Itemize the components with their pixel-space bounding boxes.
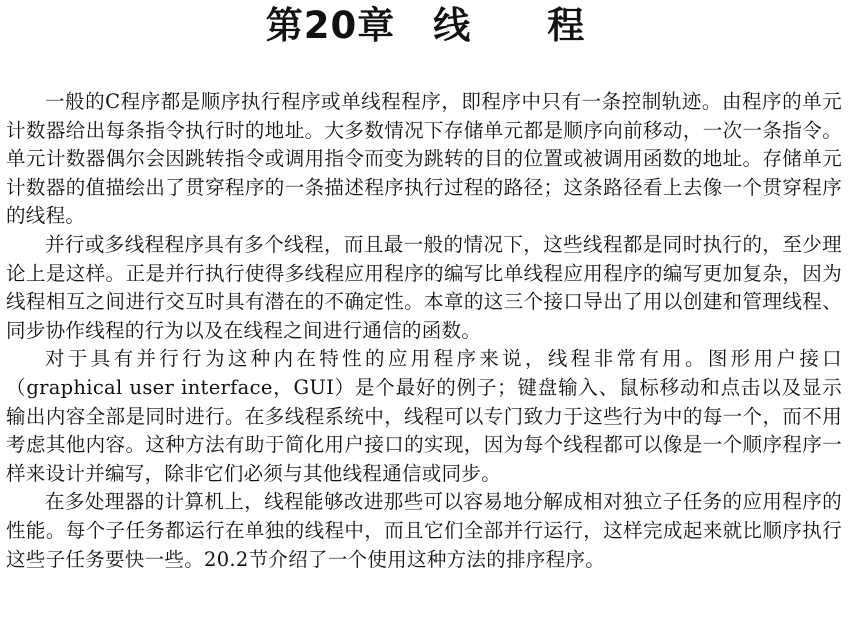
chapter-title: 第20章 线 程 — [265, 4, 586, 47]
body-text — [6, 88, 842, 574]
paragraph-4: 在多处理器的计算机上，线程能够改进那些可以容易地分解成相对独立子任务的应用程序的性能。每个子任务都运行在单独的线程中，而且它们全部并行运行，这样完成起来就比顺序执行这些子任务要快一些。20.2节介绍了一个使用这种方法的排序程序。 — [6, 490, 842, 571]
paragraph-1: 一般的C程序都是顺序执行程序或单线程程序，即程序中只有一条控制轨迹。由程序的单元计数器给出每条指令执行时的地址。大多数情况下存储单元都是顺序向前移动，一次一条指令。单元计数器偶尔会因跳转指令或调用指令而变为跳转的目的位置或被调用函数的地址。存储单元计数器的值描绘出了贯穿程序的一条描述程序执行过程的路径；这条路径看上去像一个贯穿程序的线程。 — [6, 90, 842, 228]
paragraph-2: 并行或多线程程序具有多个线程，而且最一般的情况下，这些线程都是同时执行的，至少理论上是这样。正是并行执行使得多线程应用程序的编写比单线程应用程序的编写更加复杂，因为线程相互之间进行交互时具有潜在的不确定性。本章的这三个接口导出了用以创建和管理线程、同步协作线程的行为以及在线程之间进行通信的函数。 — [6, 232, 842, 342]
paragraph-3: 对于具有并行行为这种内在特性的应用程序来说，线程非常有用。图形用户接口（graphical user interface，GUI）是个最好的例子；键盘输入、鼠标移动和点击以及显示输出内容全部是同时进行。在多线程系统中，线程可以专门致力于这些行为中的每一个，而不用考虑其他内容。这种方法有助于简化用户接口的实现，因为每个线程都可以像是一个顺序程序一样来设计并编写，除非它们必须与其他线程通信或同步。 — [6, 347, 842, 485]
